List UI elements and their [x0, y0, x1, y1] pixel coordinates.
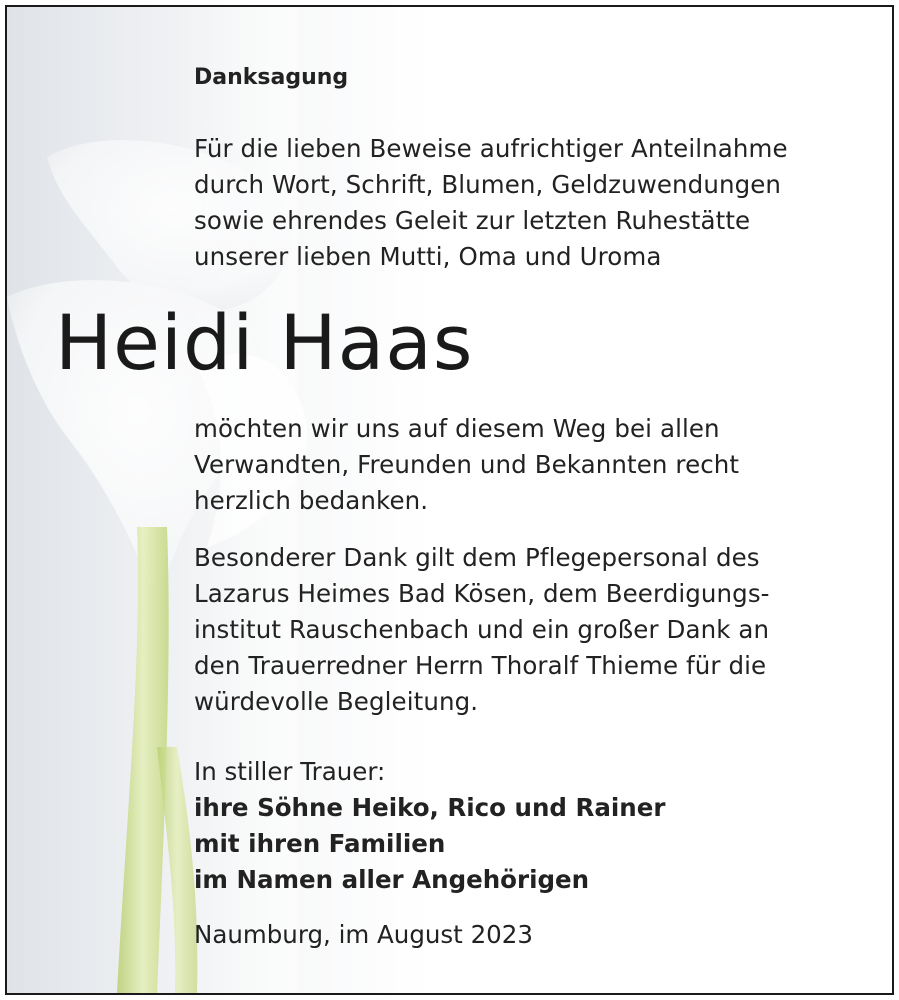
thanks-paragraph: möchten wir uns auf diesem Weg bei allen Verwandten, Freunden und Bekannten recht herzlich bedanken.	[194, 414, 740, 515]
signers-list	[194, 790, 665, 898]
mourning-label: In stiller Trauer:	[194, 757, 386, 786]
intro-paragraph: Für die lieben Beweise aufrichtiger Anteilnahme durch Wort, Schrift, Blumen, Geldzuwendungen sowie ehrendes Geleit zur letzten Ruhestätte unserer lieben Mutti, Oma und Uroma	[194, 134, 788, 271]
deceased-name: Heidi Haas	[55, 298, 474, 387]
obituary-notice	[5, 5, 894, 995]
signer-line: ihre Söhne Heiko, Rico und Rainer	[194, 793, 666, 822]
signer-line: mit ihren Familien	[194, 829, 446, 858]
special-thanks-paragraph: Besonderer Dank gilt dem Pflegepersonal des Lazarus Heimes Bad Kösen, dem Beerdigungs- institut Rauschenbach und ein großer Dank an den Trauerredner Herrn Thoralf Thieme für die würdevolle Begleitung.	[194, 543, 770, 716]
signer-line: im Namen aller Angehörigen	[194, 865, 590, 894]
place-date: Naumburg, im August 2023	[194, 920, 533, 949]
notice-heading: Danksagung	[194, 65, 349, 90]
